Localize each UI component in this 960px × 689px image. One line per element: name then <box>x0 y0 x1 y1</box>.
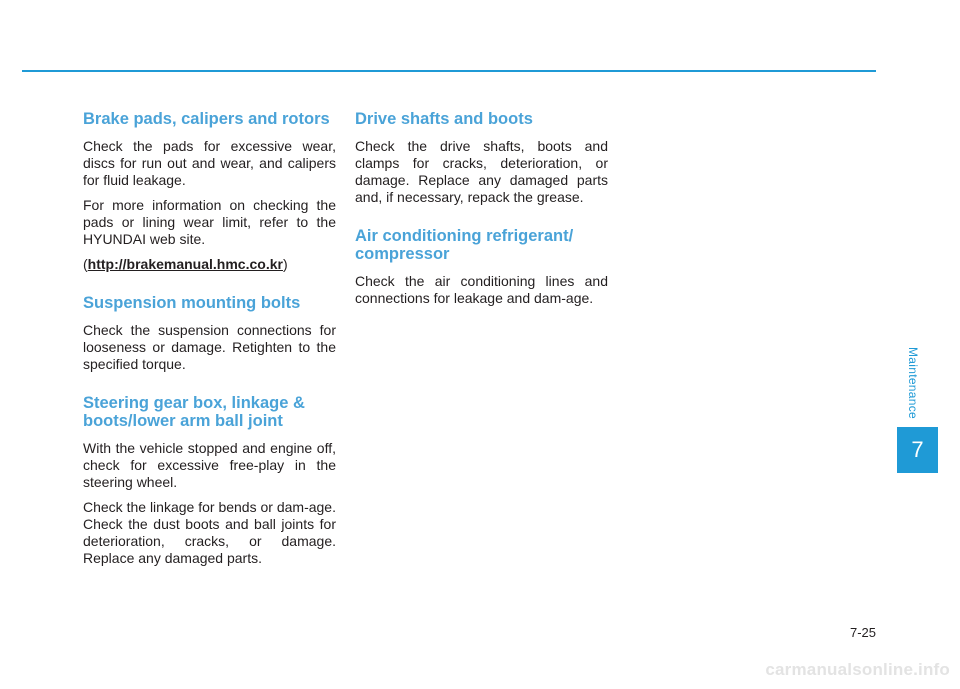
page-number: 7-25 <box>849 625 876 640</box>
section-drive-shafts <box>355 110 608 206</box>
suspension-paragraph-1: Check the suspension connections for looseness or damage. Retighten to the specified torque. <box>83 322 336 372</box>
section-air-conditioning <box>355 227 608 307</box>
brake-manual-link[interactable]: http://brakemanual.hmc.co.kr <box>87 256 283 272</box>
brake-heading: Brake pads, calipers and rotors <box>83 110 330 128</box>
section-side-label <box>903 340 923 425</box>
section-suspension <box>83 294 336 373</box>
section-side-label-text: Maintenance <box>906 346 921 419</box>
right-column <box>355 110 608 328</box>
link-open-paren: ( <box>83 256 88 272</box>
drive-shafts-paragraph-1: Check the drive shafts, boots and clamps for cracks, deterioration, or damage. Replace any damaged parts and, if necessary, repack the grease. <box>355 138 608 205</box>
brake-paragraph-2: For more information on checking the pads or lining wear limit, refer to the HYUNDAI web site. <box>83 197 336 247</box>
air-conditioning-paragraph-1: Check the air conditioning lines and connections for leakage and dam-age. <box>355 273 608 306</box>
air-conditioning-heading: Air conditioning refrigerant/ compressor <box>355 227 574 263</box>
chapter-number: 7 <box>911 437 924 462</box>
section-brake <box>83 110 336 273</box>
steering-paragraph-1: With the vehicle stopped and engine off, check for excessive free-play in the steering wheel. <box>83 440 336 490</box>
brake-paragraph-1: Check the pads for excessive wear, discs for run out and wear, and calipers for fluid leakage. <box>83 138 336 188</box>
steering-paragraph-2: Check the linkage for bends or dam-age. Check the dust boots and ball joints for deterioration, cracks, or damage. Replace any damaged parts. <box>83 499 336 566</box>
section-steering <box>83 394 336 567</box>
top-rule <box>22 70 876 72</box>
watermark: carmanualsonline.info <box>765 660 950 679</box>
link-close-paren: ) <box>282 256 288 272</box>
brake-link-line <box>83 256 336 273</box>
left-column <box>83 110 336 588</box>
chapter-tab <box>897 427 938 473</box>
drive-shafts-heading: Drive shafts and boots <box>355 110 533 128</box>
steering-heading: Steering gear box, linkage & boots/lower arm ball joint <box>83 394 305 430</box>
suspension-heading: Suspension mounting bolts <box>83 294 301 312</box>
